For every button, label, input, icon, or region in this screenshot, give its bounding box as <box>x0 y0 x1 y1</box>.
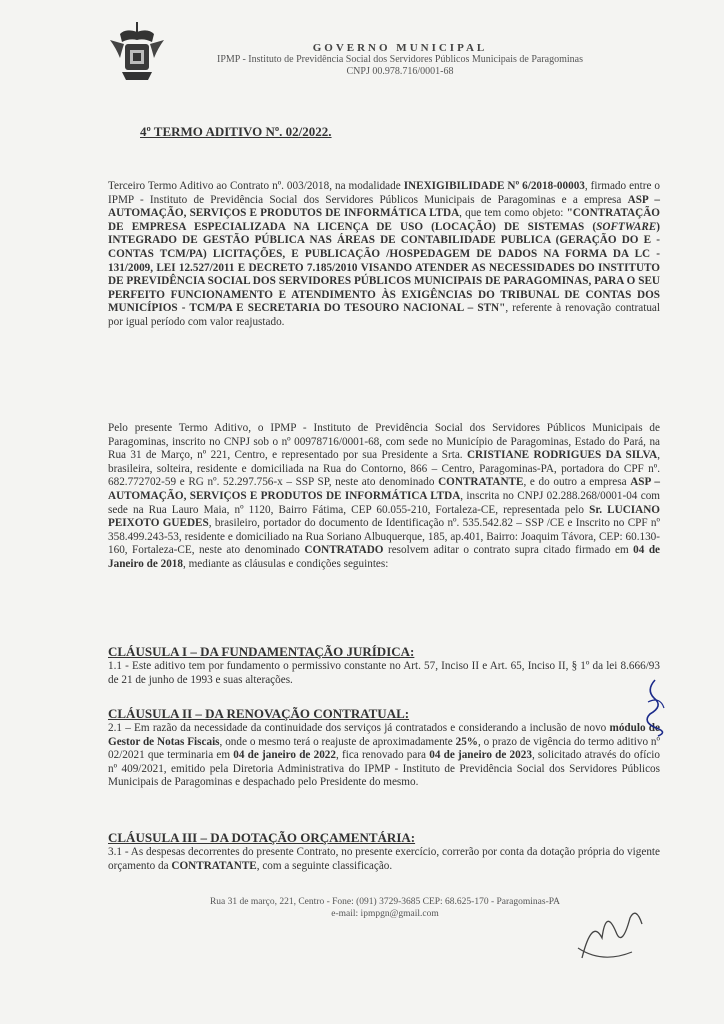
text-run-bold: Sr. LUCIANO PEIXOTO GUEDES <box>108 503 660 530</box>
text-run: , mediante as cláusulas e condições seguintes: <box>183 557 389 570</box>
handwritten-initials-icon <box>572 898 652 968</box>
text-run-bold: 04 de Janeiro de 2018 <box>108 544 661 570</box>
text-run: 2.1 – Em razão da necessidade da continuidade dos serviços já contratados e considerando a inclusão de novo <box>108 722 610 734</box>
text-run-bold: ASP – AUTOMAÇÃO, SERVIÇOS E PRODUTOS DE INFORMÁTICA LTDA <box>108 193 660 220</box>
text-run-bold: "CONTRATAÇÃO DE EMPRESA ESPECIALIZADA NA LICENÇA DE USO (LOCAÇÃO) DE SISTEMAS ( <box>108 207 661 233</box>
document-title: 4º TERMO ADITIVO Nº. 02/2022. <box>140 124 332 139</box>
footer-address: Rua 31 de março, 221, Centro - Fone: (091) 3729-3685 CEP: 68.625-170 - Paragominas-PA <box>209 897 561 907</box>
clause-1-text: 1.1 - Este aditivo tem por fundamento o permissivo constante no Art. 57, Inciso II e Art. 65, Inciso II, § 1º da lei 8.666/93 de 21 de junho de 1993 e suas alterações. <box>108 660 660 686</box>
page-footer <box>170 896 600 920</box>
text-run-bold: ) INTEGRADO DE GESTÃO PÚBLICA NAS ÁREAS DE CONTABILIDADE PUBLICA (GERAÇÃO DO E - CONTAS TCM/PA) LICITAÇÕES, E PUBLICAÇÃO /HOSPEDAGEM DE DADOS NA FORMA DA LC - 131/2009, LEI 12.527/2011 E DECRETO 7.185/2010 VISANDO ATENDER AS NECESSIDADES DO INSTITUTO DE PREVIDÊNCIA SOCIAL DOS SERVIDORES PÚBLICOS MUNICIPAIS DE PARAGOMINAS, PARA O SEU PERFEITO FUNCIONAMENTO E ATENDIMENTO ÀS EXIGÊNCIAS DO TRIBUNAL DE CONTAS DOS MUNICÍPIOS - TCM/PA E SECRETARIA DO TESOURO NACIONAL – STN" <box>108 220 660 315</box>
clause-3-title: CLÁUSULA III – DA DOTAÇÃO ORÇAMENTÁRIA: <box>108 830 416 845</box>
institute-cnpj: CNPJ 00.978.716/0001-68 <box>346 66 454 77</box>
text-run: , firmado entre o IPMP - Instituto de Previdência Social dos Servidores Públicos Municipais de Paragominas e a empresa <box>108 180 660 206</box>
clause-2-title: CLÁUSULA II – DA RENOVAÇÃO CONTRATUAL: <box>108 706 410 721</box>
text-run: , fica renovado para <box>335 749 430 762</box>
text-run-bold: INEXIGIBILIDADE Nº 6/2018-00003 <box>403 180 585 192</box>
text-run-bold: 04 de janeiro de 2022 <box>233 749 336 762</box>
clause-2-text <box>108 722 660 790</box>
text-run: , onde o mesmo terá o reajuste de aproximadamente <box>219 735 456 748</box>
text-run-bold: ASP – AUTOMAÇÃO, SERVIÇOS E PRODUTOS DE INFORMÁTICA LTDA <box>108 476 660 502</box>
government-title: GOVERNO MUNICIPAL <box>312 42 488 54</box>
institute-name: IPMP - Instituto de Previdência Social dos Servidores Públicos Municipais de Paragominas <box>217 54 583 65</box>
text-run-bold: CONTRATANTE <box>438 476 524 489</box>
text-run-bold: 04 de janeiro de 2023 <box>429 749 532 762</box>
text-run: resolvem aditar o contrato supra citado firmado em <box>383 544 634 557</box>
text-run: , referente à renovação contratual por igual período com valor reajustado. <box>108 302 660 328</box>
text-run: , e do outro a empresa <box>523 476 631 489</box>
text-run: Pelo presente Termo Aditivo, o IPMP - Instituto de Previdência Social dos Servidores Públicos Municipais de Paragominas, inscrito no CNPJ sob o nº 00978716/0001-68, com sede no Município de Paragominas, Estado do Pará, na Rua 31 de Março, nº 221, Centro, e representado por sua Presidente a Srta. <box>108 422 660 462</box>
preamble-paragraph <box>108 180 660 330</box>
text-run: , inscrita no CNPJ 02.288.268/0001-04 com sede na Rua Lauro Maia, nº 1120, Bairro Fátima, CEP 60.055-210, Fortaleza-CE, representada pelo <box>108 489 660 516</box>
text-run: , brasileiro, portador do documento de Identificação nº. 535.542.82 – SSP /CE e Inscrito no CPF nº 358.499.243-53, residente e domiciliado na Rua Soriano Albuquerque, 185, ap.401, Bairro: Joaquim Távora, CEP: 60.130-160, Fortaleza-CE, neste ato denominado <box>108 517 660 557</box>
parties-paragraph <box>108 422 660 572</box>
text-run-bold: CONTRATANTE <box>171 859 257 872</box>
text-run: , com a seguinte classificação. <box>256 859 393 872</box>
text-run: , solicitado através do ofício nº 409/2021, emitido pela Diretoria Administrativa do IPMP - Instituto de Previdência Social dos Servidores Públicos Municipais de Paragominas e despachado pelo Presidente do mesmo. <box>108 749 660 789</box>
text-run-bold: CRISTIANE RODRIGUES DA SILVA <box>466 449 658 462</box>
clause-1-title: CLÁUSULA I – DA FUNDAMENTAÇÃO JURÍDICA: <box>108 644 415 659</box>
clause-3-text <box>108 846 660 873</box>
text-run: , o prazo de vigência do termo aditivo nº 02/2021 que terminaria em <box>108 735 660 762</box>
margin-signature-icon <box>640 678 670 738</box>
letterhead <box>190 42 610 78</box>
footer-email: e-mail: ipmpgn@gmail.com <box>331 909 439 919</box>
text-run-bold-italic: SOFTWARE <box>596 220 657 233</box>
text-run-bold: módulo de Gestor de Notas Fiscais <box>108 722 660 748</box>
text-run: , que tem como objeto: <box>459 207 567 220</box>
text-run: , brasileira, solteira, residente e domiciliada na Rua do Contorno, 866 – Centro, Paragominas-PA, portadora do CPF nº. 682.772702-59 e RG nº. 52.297.756-x – SSP SP, neste ato denominado <box>108 449 660 489</box>
municipal-crest-icon <box>108 18 166 86</box>
text-run-bold: CONTRATADO <box>304 544 384 557</box>
text-run: Terceiro Termo Aditivo ao Contrato nº. 003/2018, na modalidade <box>108 180 404 192</box>
text-run: 3.1 - As despesas decorrentes do presente Contrato, no presente exercício, correrão por conta da dotação própria do vigente orçamento da <box>108 846 660 872</box>
text-run-bold: 25% <box>455 735 478 748</box>
